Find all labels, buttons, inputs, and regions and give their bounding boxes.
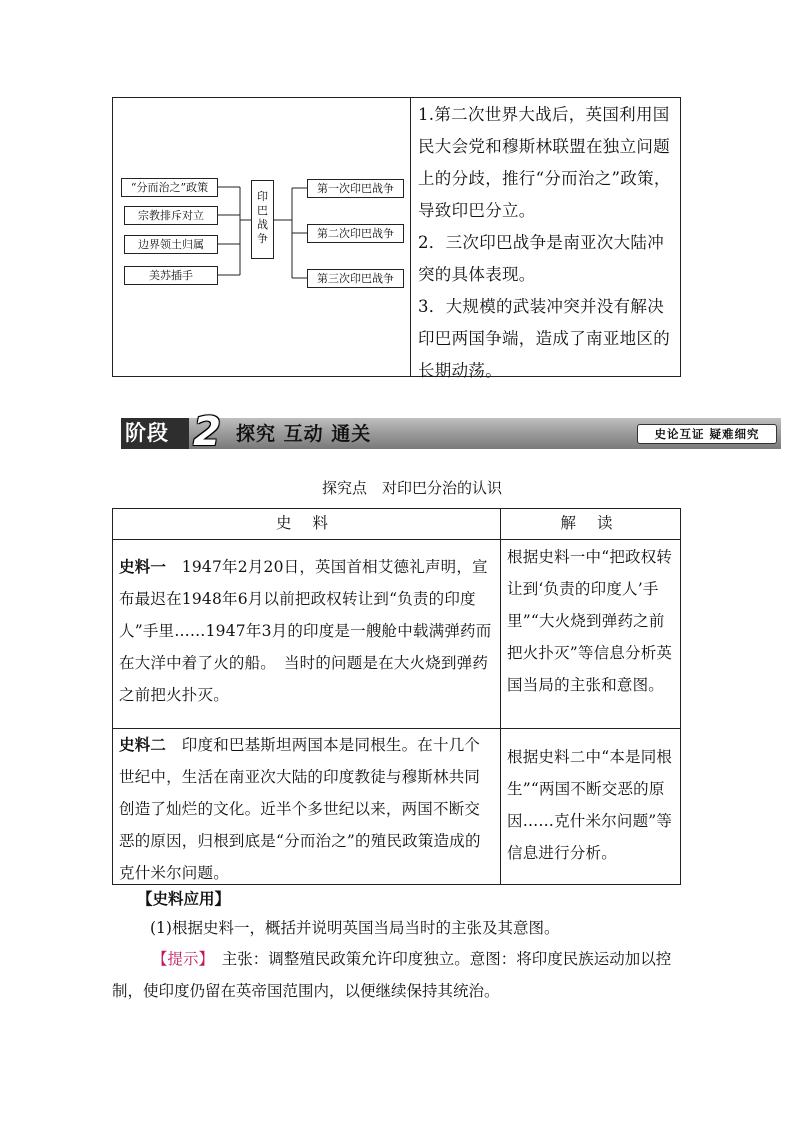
interpretation-cell: 根据史料二中“本是同根生”“两国不断交恶的原因……克什米尔问题”等信息进行分析。 bbox=[507, 748, 673, 862]
table-col-line bbox=[500, 508, 501, 885]
stage-number: 2 bbox=[193, 409, 221, 455]
source-label: 史料一 bbox=[119, 557, 167, 576]
hint-label: 【提示】 bbox=[152, 950, 207, 968]
summary-text bbox=[418, 99, 676, 387]
stage-tag: 史论互证 疑难细究 bbox=[637, 424, 777, 444]
source-text: 印度和巴基斯坦两国本是同根生。在十几个世纪中，生活在南亚次大陆的印度教徒与穆斯林共同创造了灿烂的文化。近半个多世纪以来，两国不断交恶的原因，归根到底是“分而治之”的殖民政策造成的克什米尔问题。 bbox=[119, 736, 481, 882]
war-box-second: 第二次印巴战争 bbox=[307, 224, 404, 243]
war-box-first: 第一次印巴战争 bbox=[307, 179, 404, 198]
header-source: 史 料 bbox=[276, 514, 336, 532]
application-heading: 【史料应用】 bbox=[137, 889, 231, 908]
source-text: 1947年2月20日，英国首相艾德礼声明，宣布最迟在1948年6月以前把政权转让到“负责的印度人”手里……1947年3月的印度是一艘舱中载满弹药而在大洋中着了火的船。 当时的问题是在大火烧到弹药之前把火扑灭。 bbox=[119, 558, 492, 704]
header-interpretation: 解 读 bbox=[560, 514, 621, 532]
cause-box-religion: 宗教排斥对立 bbox=[124, 206, 218, 225]
summary-point-3: 3．大规模的武装冲突并没有解决印巴两国争端，造成了南亚地区的长期动荡。 bbox=[418, 297, 670, 380]
table-row bbox=[119, 729, 494, 889]
summary-point-2: 2．三次印巴战争是南亚次大陆冲突的具体表现。 bbox=[418, 233, 664, 284]
stage-title: 探究 互动 通关 bbox=[236, 423, 372, 445]
diagram-connectors bbox=[112, 170, 412, 300]
interpretation-cell: 根据史料一中“把政权转让到‘负责的印度人’手里”“大火烧到弹药之前把火扑灭”等信息分析英国当局的主张和意图。 bbox=[507, 548, 673, 694]
table-row bbox=[119, 551, 494, 711]
cause-box-divide-rule: “分而治之”政策 bbox=[121, 178, 218, 197]
application-question: (1)根据史料一，概括并说明英国当局当时的主张及其意图。 bbox=[150, 919, 560, 937]
summary-point-1: 1.第二次世界大战后，英国利用国民大会党和穆斯林联盟在独立问题上的分歧，推行“分而治之”政策，导致印巴分立。 bbox=[418, 105, 671, 220]
cause-box-border: 边界领土归属 bbox=[124, 235, 218, 254]
table-header-line bbox=[112, 539, 681, 540]
application-answer bbox=[112, 943, 682, 1007]
center-box-label: 印巴战争 bbox=[257, 190, 268, 245]
cause-box-superpowers: 美苏插手 bbox=[124, 266, 218, 285]
war-box-third: 第三次印巴战争 bbox=[307, 269, 404, 288]
stage-label: 阶段 bbox=[121, 418, 189, 449]
source-label: 史料二 bbox=[119, 735, 167, 754]
hint-text: 主张：调整殖民政策允许印度独立。意图：将印度民族运动加以控制，使印度仍留在英帝国范围内，以便继续保持其统治。 bbox=[112, 950, 672, 1000]
section-title: 探究点 对印巴分治的认识 bbox=[321, 479, 502, 497]
